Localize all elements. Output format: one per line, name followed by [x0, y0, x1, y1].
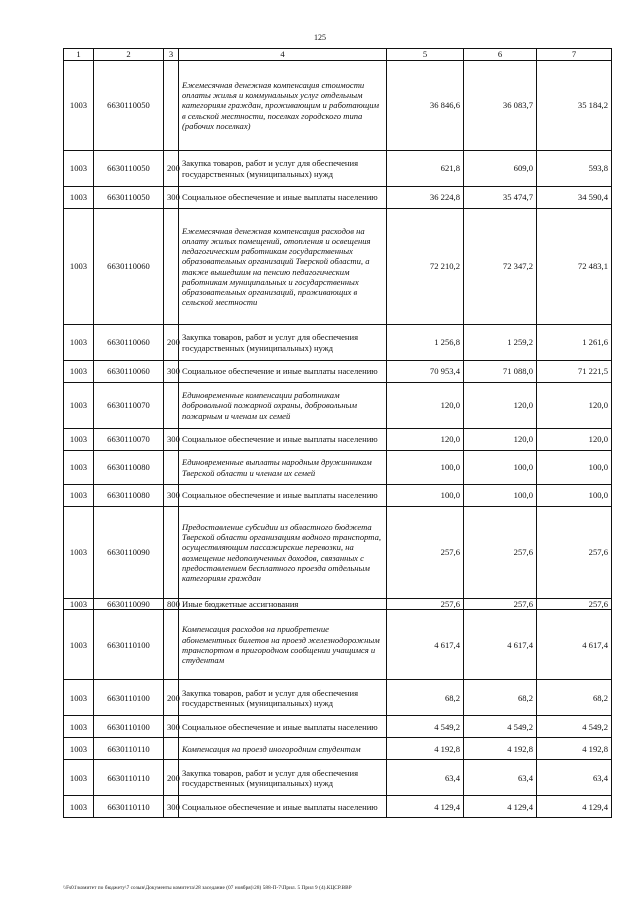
- amount-col-7: 100,0: [537, 485, 612, 507]
- section-code: 1003: [64, 209, 94, 325]
- amount-col-6: 257,6: [464, 599, 537, 610]
- expense-type-code: 200: [164, 151, 179, 187]
- header-col-4: 4: [179, 49, 387, 61]
- target-article-code: 6630110100: [94, 680, 164, 716]
- amount-col-7: 63,4: [537, 760, 612, 796]
- expense-name: Единовременные компенсации работникам добровольной пожарной охраны, добровольным пожарным и членам их семей: [179, 383, 387, 429]
- amount-col-6: 68,2: [464, 680, 537, 716]
- table-row: [64, 796, 612, 818]
- expense-name: Закупка товаров, работ и услуг для обеспечения государственных (муниципальных) нужд: [179, 151, 387, 187]
- table-row: [64, 383, 612, 429]
- header-col-1: 1: [64, 49, 94, 61]
- header-col-2: 2: [94, 49, 164, 61]
- table-row: [64, 738, 612, 760]
- table-row: [64, 325, 612, 361]
- section-code: 1003: [64, 361, 94, 383]
- expense-type-code: [164, 507, 179, 599]
- amount-col-7: 35 184,2: [537, 61, 612, 151]
- section-code: 1003: [64, 451, 94, 485]
- section-code: 1003: [64, 507, 94, 599]
- amount-col-7: 120,0: [537, 429, 612, 451]
- section-code: 1003: [64, 796, 94, 818]
- amount-col-5: 621,8: [387, 151, 464, 187]
- target-article-code: 6630110080: [94, 451, 164, 485]
- amount-col-5: 257,6: [387, 507, 464, 599]
- expense-type-code: 200: [164, 325, 179, 361]
- table-row: [64, 716, 612, 738]
- target-article-code: 6630110080: [94, 485, 164, 507]
- expense-type-code: 300: [164, 716, 179, 738]
- target-article-code: 6630110070: [94, 429, 164, 451]
- amount-col-5: 36 224,8: [387, 187, 464, 209]
- expense-name: Закупка товаров, работ и услуг для обеспечения государственных (муниципальных) нужд: [179, 325, 387, 361]
- table-row: [64, 760, 612, 796]
- amount-col-7: 68,2: [537, 680, 612, 716]
- budget-table: [63, 48, 612, 818]
- amount-col-7: 4 617,4: [537, 610, 612, 680]
- target-article-code: 6630110090: [94, 507, 164, 599]
- section-code: 1003: [64, 610, 94, 680]
- expense-type-code: [164, 61, 179, 151]
- table-row: [64, 151, 612, 187]
- section-code: 1003: [64, 151, 94, 187]
- amount-col-6: 4 129,4: [464, 796, 537, 818]
- expense-type-code: 300: [164, 429, 179, 451]
- header-col-5: 5: [387, 49, 464, 61]
- header-col-6: 6: [464, 49, 537, 61]
- page-number: 125: [314, 33, 326, 42]
- expense-type-code: [164, 383, 179, 429]
- amount-col-5: 63,4: [387, 760, 464, 796]
- expense-name: Закупка товаров, работ и услуг для обеспечения государственных (муниципальных) нужд: [179, 680, 387, 716]
- amount-col-5: 4 129,4: [387, 796, 464, 818]
- amount-col-7: 593,8: [537, 151, 612, 187]
- expense-type-code: 300: [164, 485, 179, 507]
- target-article-code: 6630110050: [94, 151, 164, 187]
- amount-col-7: 72 483,1: [537, 209, 612, 325]
- section-code: 1003: [64, 485, 94, 507]
- expense-name: Компенсация на проезд иногородним студентам: [179, 738, 387, 760]
- expense-name: Закупка товаров, работ и услуг для обеспечения государственных (муниципальных) нужд: [179, 760, 387, 796]
- amount-col-7: 4 129,4: [537, 796, 612, 818]
- amount-col-7: 1 261,6: [537, 325, 612, 361]
- amount-col-5: 68,2: [387, 680, 464, 716]
- amount-col-6: 257,6: [464, 507, 537, 599]
- amount-col-5: 36 846,6: [387, 61, 464, 151]
- expense-type-code: 300: [164, 361, 179, 383]
- amount-col-5: 1 256,8: [387, 325, 464, 361]
- section-code: 1003: [64, 716, 94, 738]
- amount-col-5: 100,0: [387, 485, 464, 507]
- amount-col-5: 257,6: [387, 599, 464, 610]
- target-article-code: 6630110090: [94, 599, 164, 610]
- target-article-code: 6630110100: [94, 610, 164, 680]
- amount-col-6: 100,0: [464, 451, 537, 485]
- amount-col-7: 4 192,8: [537, 738, 612, 760]
- table-row: [64, 599, 612, 610]
- target-article-code: 6630110110: [94, 738, 164, 760]
- target-article-code: 6630110110: [94, 796, 164, 818]
- expense-name: Социальное обеспечение и иные выплаты населению: [179, 485, 387, 507]
- amount-col-6: 4 617,4: [464, 610, 537, 680]
- amount-col-5: 72 210,2: [387, 209, 464, 325]
- amount-col-5: 70 953,4: [387, 361, 464, 383]
- expense-type-code: [164, 209, 179, 325]
- amount-col-6: 4 549,2: [464, 716, 537, 738]
- section-code: 1003: [64, 429, 94, 451]
- amount-col-5: 120,0: [387, 383, 464, 429]
- amount-col-5: 4 617,4: [387, 610, 464, 680]
- amount-col-7: 71 221,5: [537, 361, 612, 383]
- expense-type-code: 200: [164, 760, 179, 796]
- section-code: 1003: [64, 738, 94, 760]
- expense-name: Предоставление субсидии из областного бюджета Тверской области организациям водного транспорта, осуществляющим пассажирские перевозки, на возмещение недополученных доходов, связанных с предоставлением бесплатного проезда отдельным категориям граждан: [179, 507, 387, 599]
- amount-col-6: 35 474,7: [464, 187, 537, 209]
- amount-col-5: 4 549,2: [387, 716, 464, 738]
- target-article-code: 6630110060: [94, 325, 164, 361]
- expense-type-code: [164, 610, 179, 680]
- amount-col-6: 63,4: [464, 760, 537, 796]
- table-row: [64, 451, 612, 485]
- expense-type-code: 300: [164, 187, 179, 209]
- section-code: 1003: [64, 61, 94, 151]
- amount-col-5: 120,0: [387, 429, 464, 451]
- expense-name: Иные бюджетные ассигнования: [179, 599, 387, 610]
- amount-col-6: 120,0: [464, 429, 537, 451]
- expense-name: Компенсация расходов на приобретение абонементных билетов на проезд железнодорожным транспортом в пригородном сообщении учащимся и студентам: [179, 610, 387, 680]
- section-code: 1003: [64, 325, 94, 361]
- target-article-code: 6630110060: [94, 209, 164, 325]
- table-row: [64, 485, 612, 507]
- section-code: 1003: [64, 760, 94, 796]
- amount-col-6: 120,0: [464, 383, 537, 429]
- section-code: 1003: [64, 680, 94, 716]
- amount-col-6: 72 347,2: [464, 209, 537, 325]
- amount-col-6: 4 192,8: [464, 738, 537, 760]
- expense-name: Социальное обеспечение и иные выплаты населению: [179, 796, 387, 818]
- amount-col-7: 257,6: [537, 599, 612, 610]
- table-row: [64, 507, 612, 599]
- expense-type-code: [164, 451, 179, 485]
- table-row: [64, 610, 612, 680]
- target-article-code: 6630110050: [94, 61, 164, 151]
- table-row: [64, 61, 612, 151]
- expense-name: Социальное обеспечение и иные выплаты населению: [179, 361, 387, 383]
- table-row: [64, 429, 612, 451]
- target-article-code: 6630110100: [94, 716, 164, 738]
- target-article-code: 6630110050: [94, 187, 164, 209]
- amount-col-7: 257,6: [537, 507, 612, 599]
- expense-type-code: 300: [164, 796, 179, 818]
- table-row: [64, 680, 612, 716]
- amount-col-7: 100,0: [537, 451, 612, 485]
- expense-name: Единовременные выплаты народным дружинникам Тверской области и членам их семей: [179, 451, 387, 485]
- table-row: [64, 209, 612, 325]
- amount-col-6: 609,0: [464, 151, 537, 187]
- amount-col-6: 71 088,0: [464, 361, 537, 383]
- section-code: 1003: [64, 187, 94, 209]
- amount-col-7: 4 549,2: [537, 716, 612, 738]
- section-code: 1003: [64, 383, 94, 429]
- header-col-7: 7: [537, 49, 612, 61]
- expense-type-code: [164, 738, 179, 760]
- amount-col-6: 1 259,2: [464, 325, 537, 361]
- expense-name: Социальное обеспечение и иные выплаты населению: [179, 716, 387, 738]
- amount-col-5: 100,0: [387, 451, 464, 485]
- amount-col-6: 36 083,7: [464, 61, 537, 151]
- amount-col-6: 100,0: [464, 485, 537, 507]
- header-col-3: 3: [164, 49, 179, 61]
- amount-col-7: 120,0: [537, 383, 612, 429]
- header-row: [64, 49, 612, 61]
- expense-name: Ежемесячная денежная компенсация расходов на оплату жилых помещений, отопления и освещения педагогическим работникам государственных образовательных организаций Тверской области, а также вышедшим на пенсию педагогическим работникам муниципальных и государственных образовательных организаций, проживающих в сельской местности: [179, 209, 387, 325]
- expense-type-code: 200: [164, 680, 179, 716]
- table-body: [64, 61, 612, 818]
- footer-file-path: \\Fs01\комитет по бюджету\7 созыв\Документы комитета\28 заседание (07 ноября)\28) 588-П-7\Прил. 5 Прил 9 (4).КЦСР.ВВР: [63, 885, 352, 891]
- target-article-code: 6630110060: [94, 361, 164, 383]
- expense-type-code: 800: [164, 599, 179, 610]
- amount-col-5: 4 192,8: [387, 738, 464, 760]
- amount-col-7: 34 590,4: [537, 187, 612, 209]
- section-code: 1003: [64, 599, 94, 610]
- target-article-code: 6630110070: [94, 383, 164, 429]
- expense-name: Социальное обеспечение и иные выплаты населению: [179, 187, 387, 209]
- table-row: [64, 361, 612, 383]
- expense-name: Ежемесячная денежная компенсация стоимости оплаты жилья и коммунальных услуг отдельным категориям граждан, проживающим и работающим в сельской местности, поселках городского типа (рабочих поселках): [179, 61, 387, 151]
- expense-name: Социальное обеспечение и иные выплаты населению: [179, 429, 387, 451]
- target-article-code: 6630110110: [94, 760, 164, 796]
- table-row: [64, 187, 612, 209]
